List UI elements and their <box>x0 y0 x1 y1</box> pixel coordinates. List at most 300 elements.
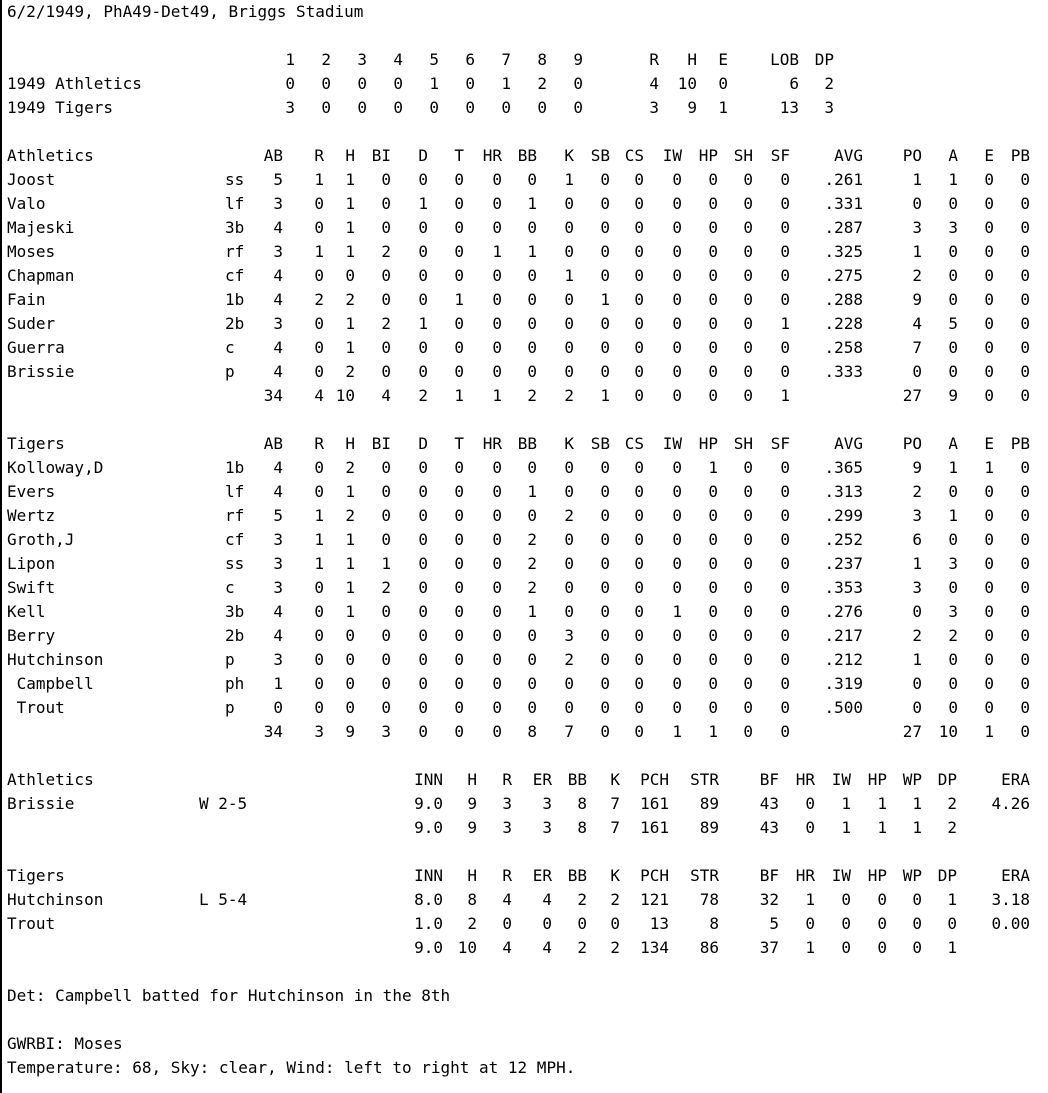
stat-header: R <box>502 866 512 885</box>
player-position: 3b <box>225 218 245 237</box>
stat-header: BB <box>567 770 587 789</box>
stat-cell: 0 <box>542 914 552 933</box>
total-cell: 9 <box>948 386 958 405</box>
stat-cell: 0 <box>634 362 644 381</box>
stat-cell: 1 <box>600 290 610 309</box>
total-cell: 89 <box>699 818 719 837</box>
stat-cell: 1 <box>345 602 355 621</box>
stat-cell: 0 <box>672 674 682 693</box>
stat-cell: 0 <box>708 242 718 261</box>
stat-cell: .331 <box>824 194 863 213</box>
stat-header: INN <box>414 770 443 789</box>
total-header: LOB <box>770 50 799 69</box>
stat-cell: 0 <box>418 458 428 477</box>
stat-cell: 0 <box>1020 698 1030 717</box>
stat-cell: 4 <box>273 290 283 309</box>
stat-header: K <box>564 434 574 453</box>
stat-cell: 0 <box>948 362 958 381</box>
stat-cell: 1 <box>708 458 718 477</box>
stat-header: CS <box>624 146 644 165</box>
total-cell: 1 <box>805 938 815 957</box>
stat-cell: 0 <box>984 650 994 669</box>
stat-header: PCH <box>640 770 669 789</box>
stat-cell: 0 <box>780 458 790 477</box>
stat-header: INN <box>414 866 443 885</box>
stat-cell: 0 <box>841 914 851 933</box>
stat-cell: 0 <box>672 530 682 549</box>
stat-cell: 0 <box>743 242 753 261</box>
stat-cell: 0 <box>600 650 610 669</box>
stat-cell: 0 <box>743 362 753 381</box>
stat-cell: 0 <box>634 458 644 477</box>
stat-cell: 0 <box>743 458 753 477</box>
total-cell: 34 <box>263 386 283 405</box>
stat-cell: 0 <box>314 602 324 621</box>
stat-cell: 0 <box>672 482 682 501</box>
stat-cell: 0.00 <box>991 914 1030 933</box>
stat-header: R <box>502 770 512 789</box>
stat-cell: 0 <box>912 362 922 381</box>
stat-cell: 7 <box>610 794 620 813</box>
stat-header: IW <box>662 146 682 165</box>
stat-cell: 0 <box>805 794 815 813</box>
stat-cell: 0 <box>564 290 574 309</box>
stat-cell: 0 <box>492 578 502 597</box>
stat-cell: 0 <box>492 530 502 549</box>
stat-cell: 43 <box>759 794 779 813</box>
stat-cell: 1 <box>273 674 283 693</box>
stat-cell: 0 <box>743 650 753 669</box>
stat-cell: 0 <box>564 194 574 213</box>
stat-cell: 0 <box>984 698 994 717</box>
stat-cell: 0 <box>492 458 502 477</box>
stat-cell: 0 <box>454 506 464 525</box>
stat-cell: 4 <box>273 482 283 501</box>
stat-cell: 0 <box>527 674 537 693</box>
stat-cell: 2 <box>610 890 620 909</box>
stat-cell: 0 <box>314 578 324 597</box>
stat-cell: 3 <box>273 194 283 213</box>
stat-cell: 9 <box>912 290 922 309</box>
stat-header: BF <box>759 770 779 789</box>
inning-runs: 0 <box>501 98 511 117</box>
stat-cell: 0 <box>1020 650 1030 669</box>
total-header: DP <box>814 50 834 69</box>
stat-header: DP <box>937 770 957 789</box>
stat-cell: 1 <box>418 314 428 333</box>
stat-cell: 0 <box>600 266 610 285</box>
player-position: 3b <box>225 602 245 621</box>
stat-cell: 0 <box>708 218 718 237</box>
stat-cell: 0 <box>564 362 574 381</box>
stat-cell: 0 <box>527 290 537 309</box>
stat-cell: 0 <box>381 482 391 501</box>
stat-cell: 0 <box>708 650 718 669</box>
stat-cell: 0 <box>708 266 718 285</box>
total-cell: 9 <box>467 818 477 837</box>
stat-cell: 0 <box>912 674 922 693</box>
total-cell: 8 <box>527 722 537 741</box>
stat-cell: 1 <box>912 650 922 669</box>
stat-header: BB <box>517 146 537 165</box>
stat-header: CS <box>624 434 644 453</box>
stat-cell: 0 <box>454 338 464 357</box>
stat-cell: 0 <box>634 554 644 573</box>
stat-cell: 0 <box>912 602 922 621</box>
stat-cell: 0 <box>418 338 428 357</box>
stat-cell: 1 <box>314 506 324 525</box>
stat-cell: 0 <box>780 194 790 213</box>
player-name: Valo <box>7 194 46 213</box>
stat-cell: 0 <box>381 506 391 525</box>
stat-cell: 0 <box>418 578 428 597</box>
stat-cell: 0 <box>454 170 464 189</box>
player-name: Evers <box>7 482 56 501</box>
stat-cell: 0 <box>600 554 610 573</box>
stat-cell: 0 <box>527 650 537 669</box>
stat-cell: 0 <box>743 578 753 597</box>
stat-cell: 0 <box>634 242 644 261</box>
inning-runs: 1 <box>501 74 511 93</box>
stat-cell: 0 <box>984 194 994 213</box>
stat-cell: 0 <box>492 506 502 525</box>
stat-cell: 0 <box>418 266 428 285</box>
stat-cell: 1 <box>948 170 958 189</box>
stat-cell: 3 <box>948 218 958 237</box>
stat-cell: .261 <box>824 170 863 189</box>
stat-cell: 0 <box>454 626 464 645</box>
stat-cell: 0 <box>634 530 644 549</box>
stat-cell: 0 <box>708 506 718 525</box>
stat-cell: 1 <box>672 602 682 621</box>
player-position: ph <box>225 674 245 693</box>
stat-cell: 0 <box>381 602 391 621</box>
stat-cell: 0 <box>634 602 644 621</box>
stat-cell: 0 <box>743 290 753 309</box>
stat-cell: 2 <box>345 362 355 381</box>
stat-cell: 0 <box>314 482 324 501</box>
stat-cell: 1 <box>345 194 355 213</box>
stat-cell: 0 <box>672 218 682 237</box>
stat-cell: 0 <box>948 338 958 357</box>
stat-cell: 0 <box>984 362 994 381</box>
total-cell: 0 <box>877 938 887 957</box>
stat-cell: .212 <box>824 650 863 669</box>
stat-cell: 0 <box>743 554 753 573</box>
stat-cell: 0 <box>634 266 644 285</box>
stat-cell: 0 <box>708 626 718 645</box>
stat-cell: 0 <box>564 698 574 717</box>
stat-header: H <box>345 146 355 165</box>
stat-cell: 3 <box>948 602 958 621</box>
stat-cell: .287 <box>824 218 863 237</box>
stat-cell: 3.18 <box>991 890 1030 909</box>
stat-cell: 0 <box>345 626 355 645</box>
stat-header: H <box>467 770 477 789</box>
player-name: Swift <box>7 578 56 597</box>
stat-cell: 0 <box>780 482 790 501</box>
stat-cell: 0 <box>454 602 464 621</box>
stat-cell: 2 <box>527 530 537 549</box>
stat-header: BB <box>567 866 587 885</box>
stat-cell: 0 <box>600 482 610 501</box>
total-cell: 1 <box>877 818 887 837</box>
player-name: Hutchinson <box>7 650 104 669</box>
stat-cell: 0 <box>984 218 994 237</box>
stat-cell: 0 <box>1020 626 1030 645</box>
stat-cell: .365 <box>824 458 863 477</box>
stat-cell: 0 <box>381 338 391 357</box>
pitcher-name: Trout <box>7 914 56 933</box>
stat-header: IW <box>831 866 851 885</box>
total-cell: 4 <box>502 938 512 957</box>
pitcher-decision: W 2-5 <box>199 794 248 813</box>
stat-cell: 0 <box>708 674 718 693</box>
stat-cell: 1 <box>912 794 922 813</box>
stat-cell: 1 <box>314 530 324 549</box>
stat-cell: 2 <box>527 578 537 597</box>
stat-cell: 0 <box>1020 218 1030 237</box>
team-total: 9 <box>687 98 697 117</box>
stat-cell: 0 <box>314 266 324 285</box>
pitcher-name: Brissie <box>7 794 75 813</box>
stat-cell: 3 <box>273 650 283 669</box>
stat-cell: 0 <box>314 650 324 669</box>
stat-cell: 0 <box>345 650 355 669</box>
stat-cell: 0 <box>708 194 718 213</box>
inning-header: 2 <box>321 50 331 69</box>
stat-header: BI <box>371 434 391 453</box>
stat-cell: 0 <box>743 194 753 213</box>
stat-cell: 0 <box>564 578 574 597</box>
stat-cell: 121 <box>640 890 669 909</box>
stat-cell: 0 <box>634 194 644 213</box>
stat-cell: 0 <box>381 194 391 213</box>
total-cell: 0 <box>492 722 502 741</box>
stat-cell: 9.0 <box>414 794 443 813</box>
stat-cell: 0 <box>381 458 391 477</box>
stat-cell: 0 <box>492 170 502 189</box>
stat-cell: 0 <box>502 914 512 933</box>
stat-cell: 2 <box>912 482 922 501</box>
stat-cell: 0 <box>527 506 537 525</box>
stat-cell: 0 <box>418 482 428 501</box>
player-position: p <box>225 650 235 669</box>
stat-cell: 0 <box>492 602 502 621</box>
total-cell: 0 <box>454 722 464 741</box>
stat-cell: 0 <box>877 914 887 933</box>
stat-cell: 1 <box>780 314 790 333</box>
total-cell: 1 <box>454 386 464 405</box>
inning-header: 9 <box>573 50 583 69</box>
player-name: Guerra <box>7 338 65 357</box>
stat-cell: 0 <box>381 290 391 309</box>
stat-cell: 2 <box>467 914 477 933</box>
stat-cell: 0 <box>743 170 753 189</box>
stat-cell: 0 <box>948 578 958 597</box>
stat-cell: 0 <box>947 914 957 933</box>
stat-cell: 0 <box>564 458 574 477</box>
total-cell: 2 <box>418 386 428 405</box>
stat-cell: 0 <box>672 650 682 669</box>
team-total: 10 <box>677 74 697 93</box>
stat-cell: 1 <box>912 170 922 189</box>
total-cell: 1 <box>947 938 957 957</box>
stat-cell: 0 <box>492 362 502 381</box>
stat-cell: 1 <box>492 242 502 261</box>
stat-cell: 1 <box>345 530 355 549</box>
stat-header: T <box>454 146 464 165</box>
stat-header: AB <box>263 434 283 453</box>
stat-header: SH <box>733 434 753 453</box>
stat-cell: 0 <box>418 530 428 549</box>
stat-cell: 0 <box>708 338 718 357</box>
stat-cell: 0 <box>1020 266 1030 285</box>
stat-cell: 2 <box>948 626 958 645</box>
stat-header: AB <box>263 146 283 165</box>
stat-cell: 0 <box>672 578 682 597</box>
total-cell: 2 <box>610 938 620 957</box>
stat-cell: 2 <box>947 794 957 813</box>
stat-cell: .288 <box>824 290 863 309</box>
team-total: 0 <box>718 74 728 93</box>
inning-header: 5 <box>429 50 439 69</box>
total-cell: 7 <box>564 722 574 741</box>
stat-cell: 0 <box>527 362 537 381</box>
stat-cell: 0 <box>418 602 428 621</box>
stat-cell: 0 <box>708 530 718 549</box>
stat-cell: 1 <box>564 170 574 189</box>
stat-cell: 2 <box>345 506 355 525</box>
stat-cell: 3 <box>273 530 283 549</box>
stat-header: PCH <box>640 866 669 885</box>
stat-cell: 0 <box>708 170 718 189</box>
conditions-text: Temperature: 68, Sky: clear, Wind: left to right at 12 MPH. <box>7 1058 576 1077</box>
stat-cell: 9 <box>912 458 922 477</box>
stat-cell: 0 <box>1020 170 1030 189</box>
stat-cell: 0 <box>708 578 718 597</box>
stat-cell: 0 <box>418 698 428 717</box>
stat-cell: 0 <box>984 170 994 189</box>
stat-cell: 4 <box>273 602 283 621</box>
stat-cell: 0 <box>672 314 682 333</box>
stat-cell: 3 <box>912 218 922 237</box>
stat-cell: 4 <box>273 626 283 645</box>
stat-cell: 0 <box>418 170 428 189</box>
total-cell: 0 <box>805 818 815 837</box>
stat-cell: 1 <box>564 266 574 285</box>
total-header: R <box>649 50 659 69</box>
stat-cell: 0 <box>577 914 587 933</box>
stat-cell: 0 <box>634 482 644 501</box>
stat-cell: 0 <box>672 698 682 717</box>
stat-cell: 1 <box>527 482 537 501</box>
stat-cell: 3 <box>912 506 922 525</box>
total-cell: 0 <box>1020 386 1030 405</box>
stat-cell: 8 <box>577 794 587 813</box>
player-name: Trout <box>7 698 65 717</box>
total-cell: 0 <box>418 722 428 741</box>
stat-cell: 0 <box>1020 602 1030 621</box>
total-cell: 10 <box>457 938 477 957</box>
player-name: Kell <box>7 602 46 621</box>
stat-cell: 161 <box>640 794 669 813</box>
team-total: 2 <box>824 74 834 93</box>
stat-cell: 0 <box>314 674 324 693</box>
stat-cell: 2 <box>381 314 391 333</box>
stat-header: WP <box>902 866 922 885</box>
total-cell: 10 <box>335 386 355 405</box>
stat-cell: 1 <box>527 242 537 261</box>
stat-cell: 0 <box>743 314 753 333</box>
stat-cell: 0 <box>454 482 464 501</box>
stat-cell: 0 <box>314 362 324 381</box>
player-name: Suder <box>7 314 56 333</box>
inning-runs: 0 <box>573 74 583 93</box>
stat-header: HP <box>867 770 887 789</box>
team-label: Athletics <box>7 770 94 789</box>
stat-header: K <box>610 866 620 885</box>
player-name: Kolloway,D <box>7 458 104 477</box>
total-cell: 43 <box>759 818 779 837</box>
stat-cell: 0 <box>454 242 464 261</box>
total-header: H <box>687 50 697 69</box>
stat-header: K <box>610 770 620 789</box>
inning-runs: 0 <box>321 74 331 93</box>
stat-cell: 3 <box>564 626 574 645</box>
total-cell: 27 <box>902 722 922 741</box>
stat-header: R <box>314 434 324 453</box>
player-name: Majeski <box>7 218 75 237</box>
stat-cell: 1 <box>345 170 355 189</box>
stat-cell: 4 <box>542 890 552 909</box>
stat-cell: 0 <box>527 338 537 357</box>
player-position: cf <box>225 266 245 285</box>
player-position: ss <box>225 170 245 189</box>
stat-cell: 0 <box>1020 674 1030 693</box>
total-cell: 1 <box>780 386 790 405</box>
stat-cell: 0 <box>805 914 815 933</box>
stat-cell: 0 <box>948 242 958 261</box>
stat-header: HR <box>795 866 815 885</box>
stat-header: AVG <box>834 146 863 165</box>
stat-cell: 1 <box>948 458 958 477</box>
stat-cell: 0 <box>600 698 610 717</box>
player-name: Brissie <box>7 362 75 381</box>
stat-cell: 0 <box>780 530 790 549</box>
stat-cell: 1 <box>527 602 537 621</box>
stat-cell: 0 <box>948 266 958 285</box>
stat-cell: 3 <box>542 794 552 813</box>
stat-cell: 0 <box>600 170 610 189</box>
stat-cell: 1 <box>841 794 851 813</box>
stat-cell: 0 <box>564 554 574 573</box>
player-position: p <box>225 362 235 381</box>
inning-runs: 0 <box>465 74 475 93</box>
stat-cell: 0 <box>634 674 644 693</box>
stat-cell: 0 <box>454 698 464 717</box>
stat-cell: 0 <box>634 314 644 333</box>
stat-cell: 1 <box>912 242 922 261</box>
stat-cell: 0 <box>672 194 682 213</box>
team-label: Tigers <box>7 866 65 885</box>
team-total: 3 <box>824 98 834 117</box>
inning-header: 4 <box>393 50 403 69</box>
stat-cell: .325 <box>824 242 863 261</box>
stat-cell: 0 <box>634 650 644 669</box>
stat-cell: .313 <box>824 482 863 501</box>
total-cell: 1 <box>600 386 610 405</box>
